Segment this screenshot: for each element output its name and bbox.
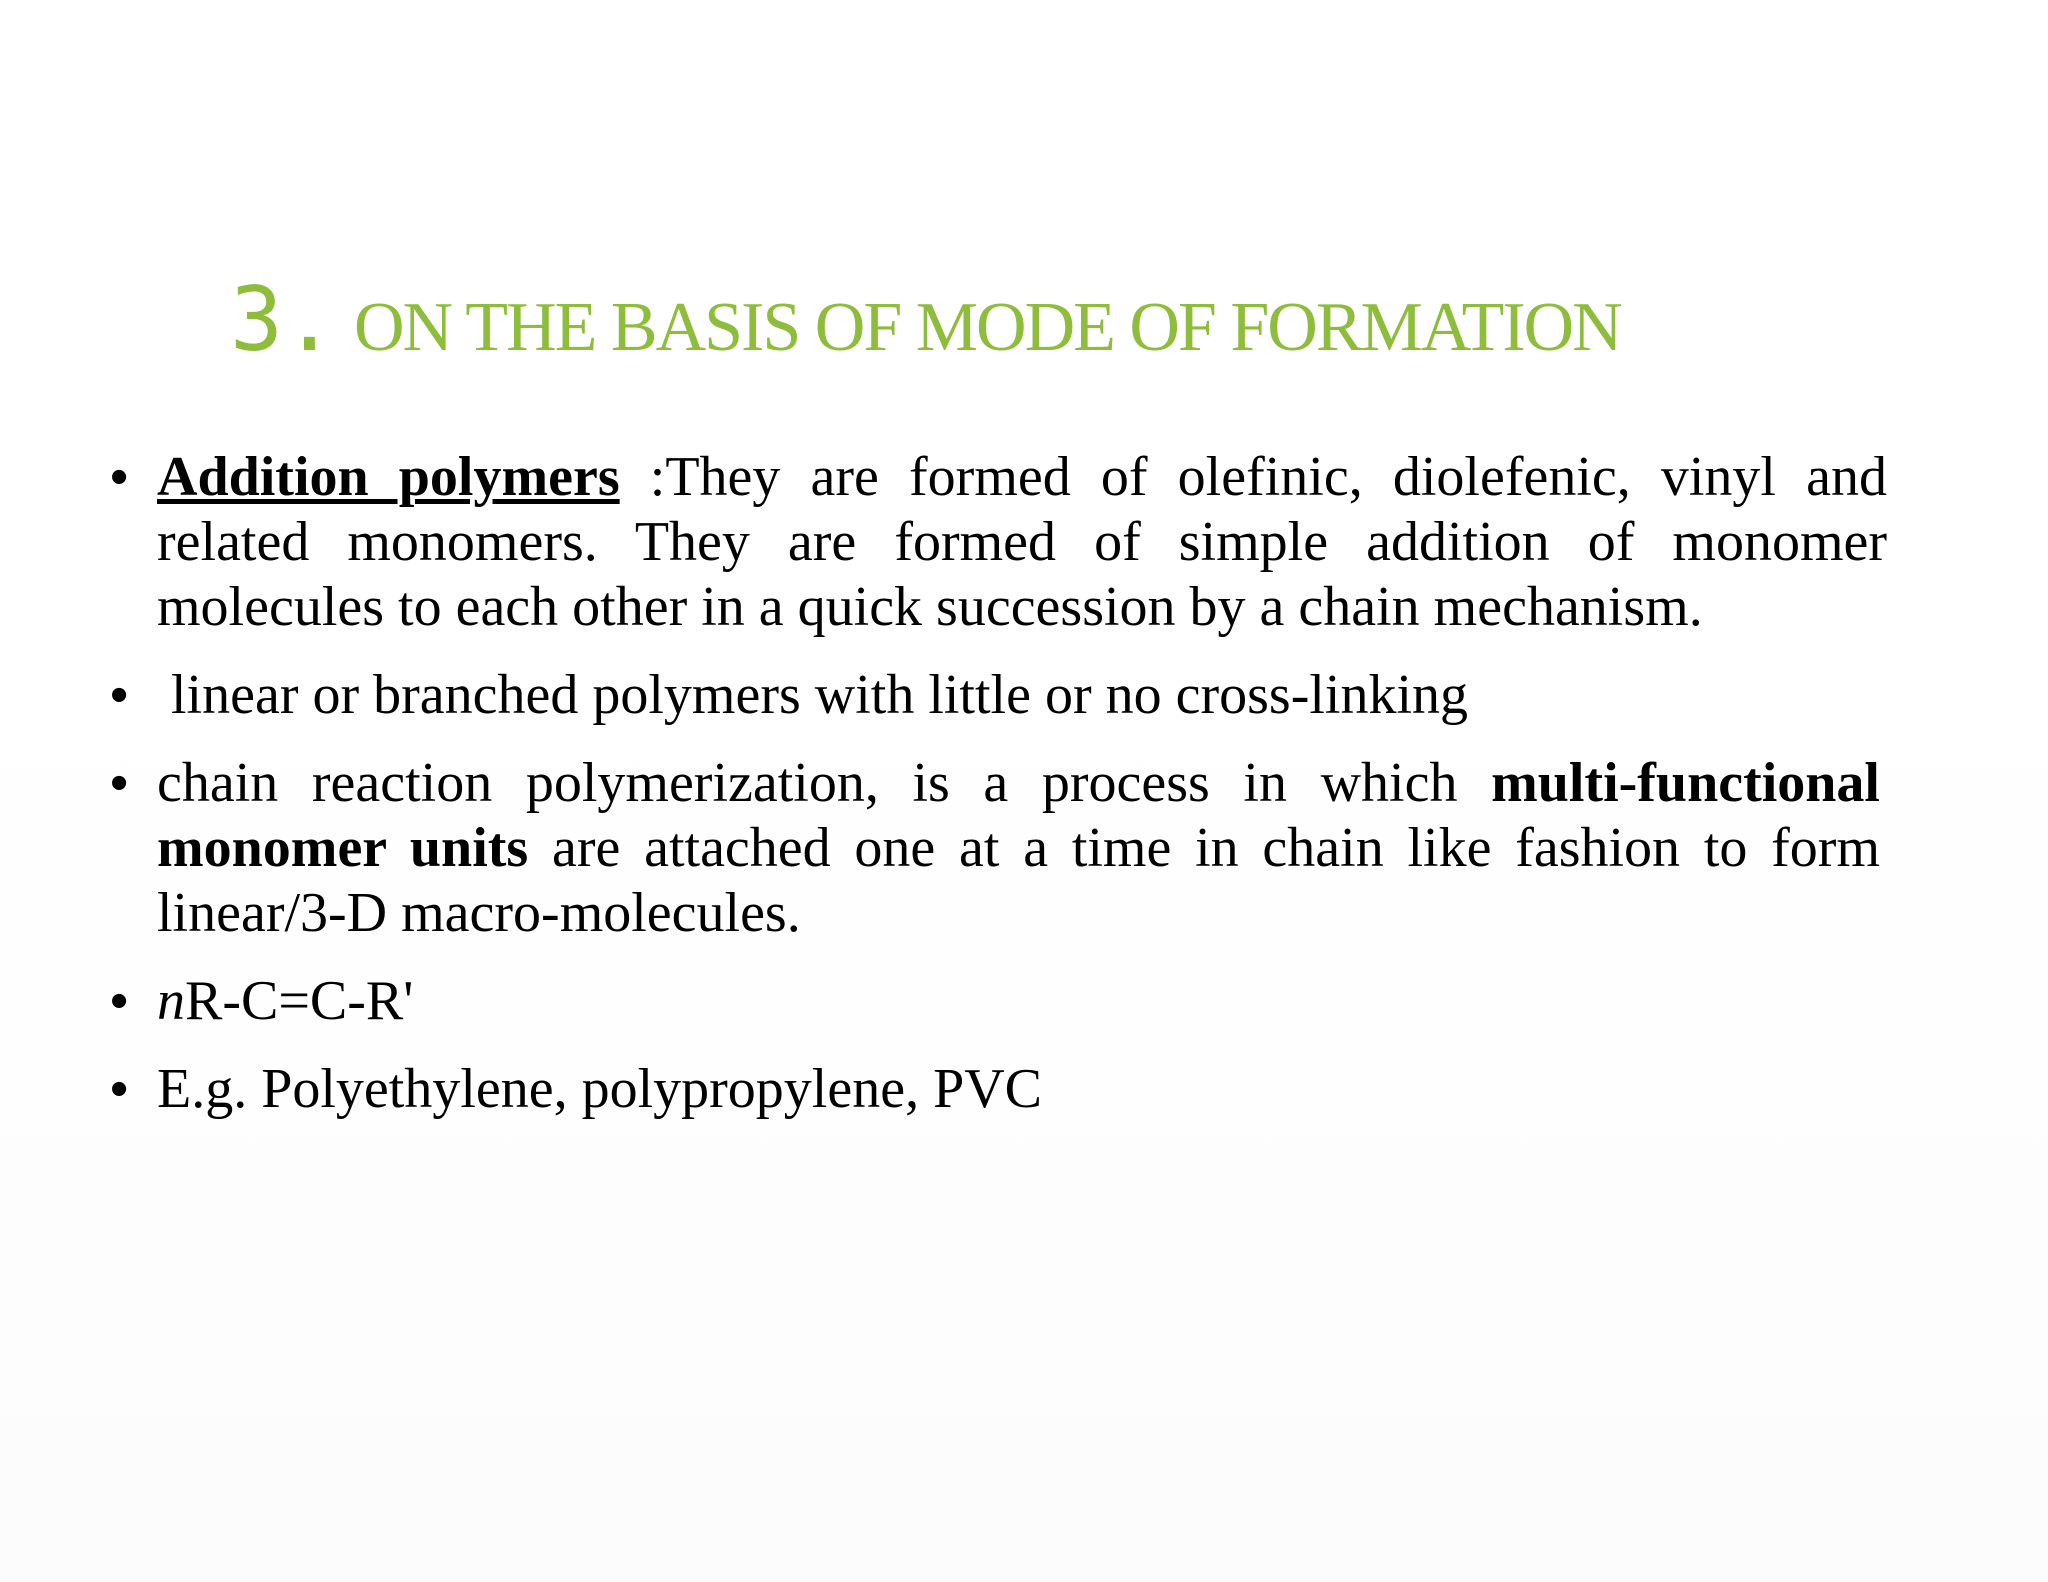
bullet-icon: •: [110, 448, 129, 506]
bullet-text: [157, 445, 1887, 640]
bullet-icon: •: [110, 666, 129, 724]
bullet-item-formula: [110, 969, 1880, 1034]
title-number: 3.: [230, 268, 336, 371]
multi-functional-units: multi-functional monomer units: [157, 752, 1880, 879]
formula-text: R-C=C-R': [185, 970, 414, 1032]
chain-reaction-text-after: are attached one at a time in chain like fashion to form linear/3-D macro-molecules.: [157, 817, 1881, 944]
bullet-item-examples: [110, 1057, 1880, 1122]
bullet-text: [157, 751, 1880, 946]
chain-reaction-text-before: chain reaction polymerization, is a process in which: [157, 752, 1492, 814]
title-text: ON THE BASIS OF MODE OF FORMATION: [353, 289, 1621, 366]
bullet-icon: •: [110, 1060, 129, 1118]
formula-n: n: [157, 970, 185, 1032]
bullet-icon: •: [110, 972, 129, 1030]
bullet-text: linear or branched polymers with little or no cross-linking: [171, 664, 1469, 726]
bullet-list: [110, 445, 1887, 1145]
term-addition-polymers: Addition polymers: [157, 446, 620, 508]
addition-polymers-description: :They are formed of olefinic, diolefenic, vinyl and related monomers. They are formed of simple addition of monomer molecules to each other in a quick succession by a chain mechanism.: [157, 446, 1887, 638]
bullet-item-linear-branched: [110, 663, 1880, 728]
bullet-item-chain-reaction: [110, 751, 1880, 946]
bullet-icon: •: [110, 754, 129, 812]
bullet-text: E.g. Polyethylene, polypropylene, PVC: [157, 1058, 1043, 1120]
bullet-item-addition-polymers: [110, 445, 1887, 640]
slide-title: [230, 270, 1930, 370]
bullet-text: [157, 969, 1880, 1034]
